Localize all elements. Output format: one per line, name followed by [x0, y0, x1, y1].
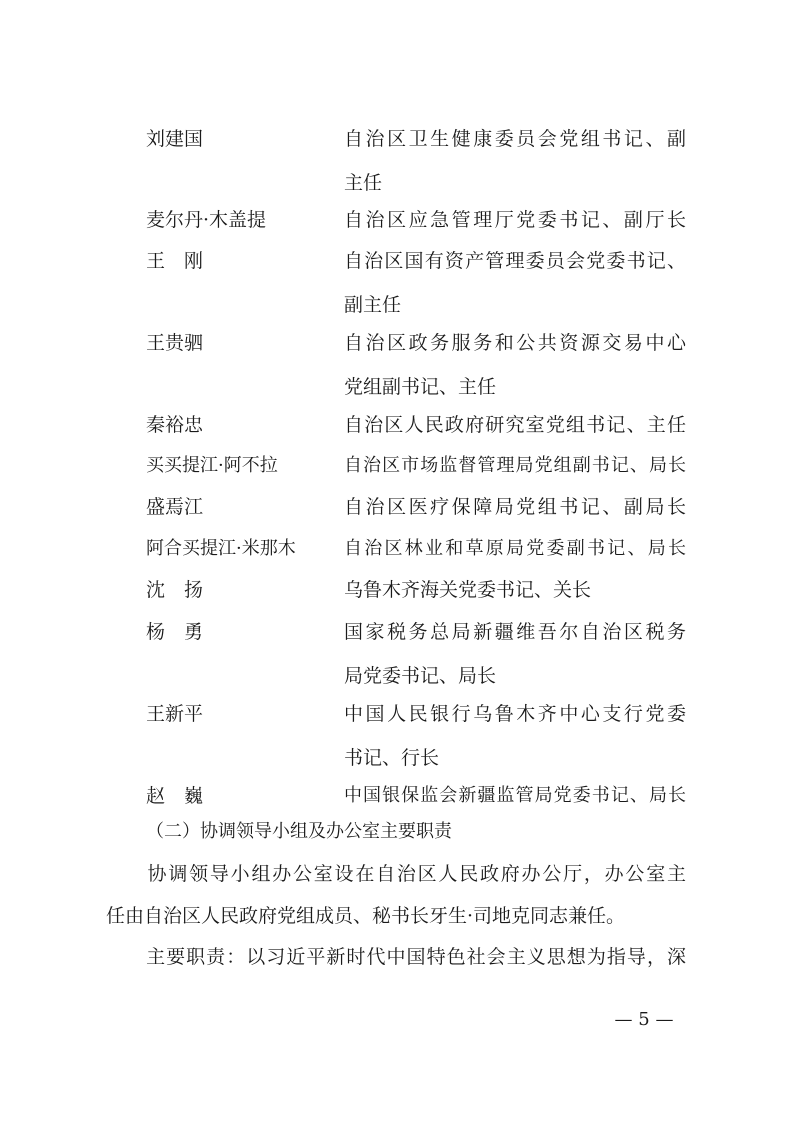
member-role: [344, 539, 686, 583]
member-name: 麦尔丹·木盖提: [146, 209, 267, 231]
member-role: [344, 456, 686, 500]
member-name: 王新平: [146, 703, 204, 725]
member-role-line: 自治区卫生健康委员会党组书记、副: [344, 128, 686, 150]
member-name: 杨 勇: [146, 621, 204, 643]
paragraph-line: 任由自治区人民政府党组成员、秘书长牙生·司地克同志兼任。: [106, 905, 626, 927]
member-name: 刘建国: [146, 128, 204, 150]
member-name: 王 刚: [146, 250, 204, 272]
member-role: [344, 497, 686, 541]
member-name: 赵 巍: [146, 785, 204, 807]
member-role: [344, 333, 686, 421]
member-role-line: 局党委书记、局长: [344, 665, 497, 687]
member-role-line: 党组副书记、主任: [344, 376, 497, 398]
member-role-line: 自治区国有资产管理委员会党委书记、: [344, 250, 686, 272]
paragraph: [106, 947, 686, 967]
member-role: [344, 415, 686, 459]
member-role-line: 自治区政务服务和公共资源交易中心: [344, 332, 686, 354]
paragraph: [106, 864, 686, 926]
member-role-line: 自治区市场监督管理局党组副书记、局长: [344, 455, 686, 476]
member-role: [344, 580, 686, 624]
member-name: 沈 扬: [146, 579, 204, 601]
section-heading: （二）协调领导小组及办公室主要职责: [146, 821, 452, 842]
member-role-line: 乌鲁木齐海关党委书记、关长: [344, 579, 592, 601]
member-role-line: 自治区人民政府研究室党组书记、主任: [344, 414, 686, 436]
paragraph-line: 协调领导小组办公室设在自治区人民政府办公厅，办公室主: [106, 863, 686, 885]
member-role: [344, 129, 686, 217]
member-role: [344, 622, 686, 710]
member-role-line: 自治区医疗保障局党组书记、副局长: [344, 496, 686, 518]
member-role-line: 自治区林业和草原局党委副书记、局长: [344, 538, 686, 559]
member-role: [344, 251, 686, 339]
paragraph-line: 主要职责：以习近平新时代中国特色社会主义思想为指导，深: [106, 946, 686, 968]
page-number: — 5 —: [614, 1009, 674, 1030]
member-name: 秦裕忠: [146, 414, 204, 436]
member-role-line: 主任: [344, 172, 383, 194]
member-name: 买买提江·阿不拉: [146, 455, 278, 476]
member-role: [344, 210, 686, 254]
member-role-line: 书记、行长: [344, 747, 440, 769]
member-role-line: 中国银保监会新疆监管局党委书记、局长: [344, 785, 686, 806]
member-role-line: 国家税务总局新疆维吾尔自治区税务: [344, 621, 686, 643]
member-role-line: 自治区应急管理厅党委书记、副厅长: [344, 209, 686, 231]
member-name: 盛焉江: [146, 496, 204, 518]
member-role-line: 中国人民银行乌鲁木齐中心支行党委: [344, 703, 686, 725]
member-name: 王贵驷: [146, 332, 204, 354]
member-role: [344, 704, 686, 792]
member-name: 阿合买提江·米那木: [146, 538, 296, 559]
member-role-line: 副主任: [344, 294, 402, 316]
